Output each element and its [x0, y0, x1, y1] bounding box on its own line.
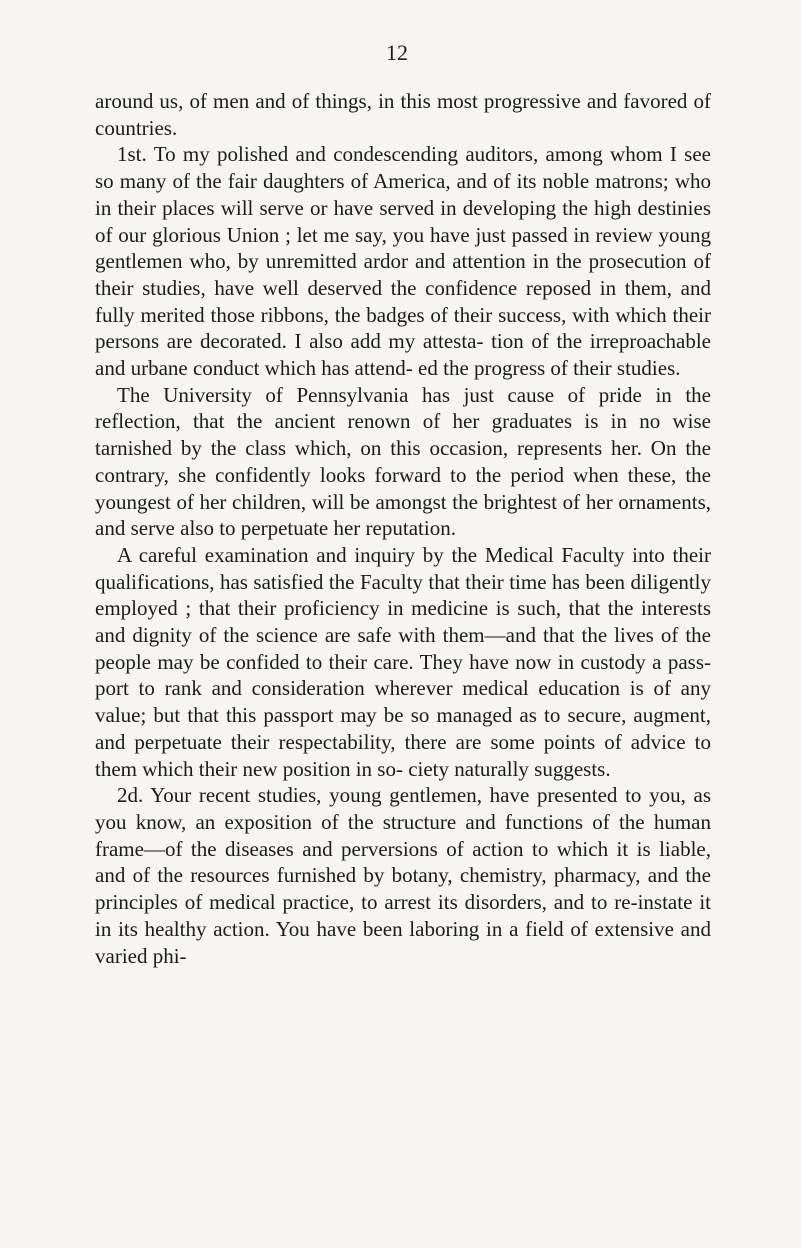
page-number: 12: [386, 40, 408, 65]
paragraph-second-point: 2d. Your recent studies, young gentlemen, have presented to you, as you know, an exposition of the structure and functions of the human frame—of the diseases and perversions of action to which it is liable, and of the resources furnished by botany, chemistry, pharmacy, and the principles of medical practice, to arrest its disorders, and to re-instate it in its healthy action. You have been laboring in a field of extensive and varied phi-: [95, 783, 711, 968]
paragraph-examination: A careful examination and inquiry by the Medical Faculty into their qualifications, has satisfied the Faculty that their time has been diligently employed ; that their proficiency in medicine is such, that the interests and dignity of the science are safe with them—and that the lives of the people may be confided to their care. They have now in custody a pass- port to rank and consideration wherever medical education is of any value; but that this passport may be so managed as to secure, augment, and perpetuate their respectability, there are some points of advice to them which their new position in so- ciety naturally suggests.: [95, 542, 711, 781]
body-text: [95, 88, 711, 969]
paragraph-university: The University of Pennsylvania has just cause of pride in the reflection, that the ancient renown of her graduates is in no wise tarnished by the class which, on this occasion, represents her. On the contrary, she confidently looks forward to the period when these, the youngest of her children, will be amongst the brightest of her ornaments, and serve also to perpetuate her reputation.: [95, 382, 711, 541]
paragraph-first-point: 1st. To my polished and condescending auditors, among whom I see so many of the fair daughters of America, and of its noble matrons; who in their places will serve or have served in developing the high destinies of our glorious Union ; let me say, you have just passed in review young gentlemen who, by unremitted ardor and attention in the prosecution of their studies, have well deserved the confidence reposed in them, and fully merited those ribbons, the badges of their success, with which their persons are decorated. I also add my attesta- tion of the irreproachable and urbane conduct which has attend- ed the progress of their studies.: [95, 142, 711, 381]
paragraph-continuation: around us, of men and of things, in this most progressive and favored of countries.: [95, 89, 711, 140]
